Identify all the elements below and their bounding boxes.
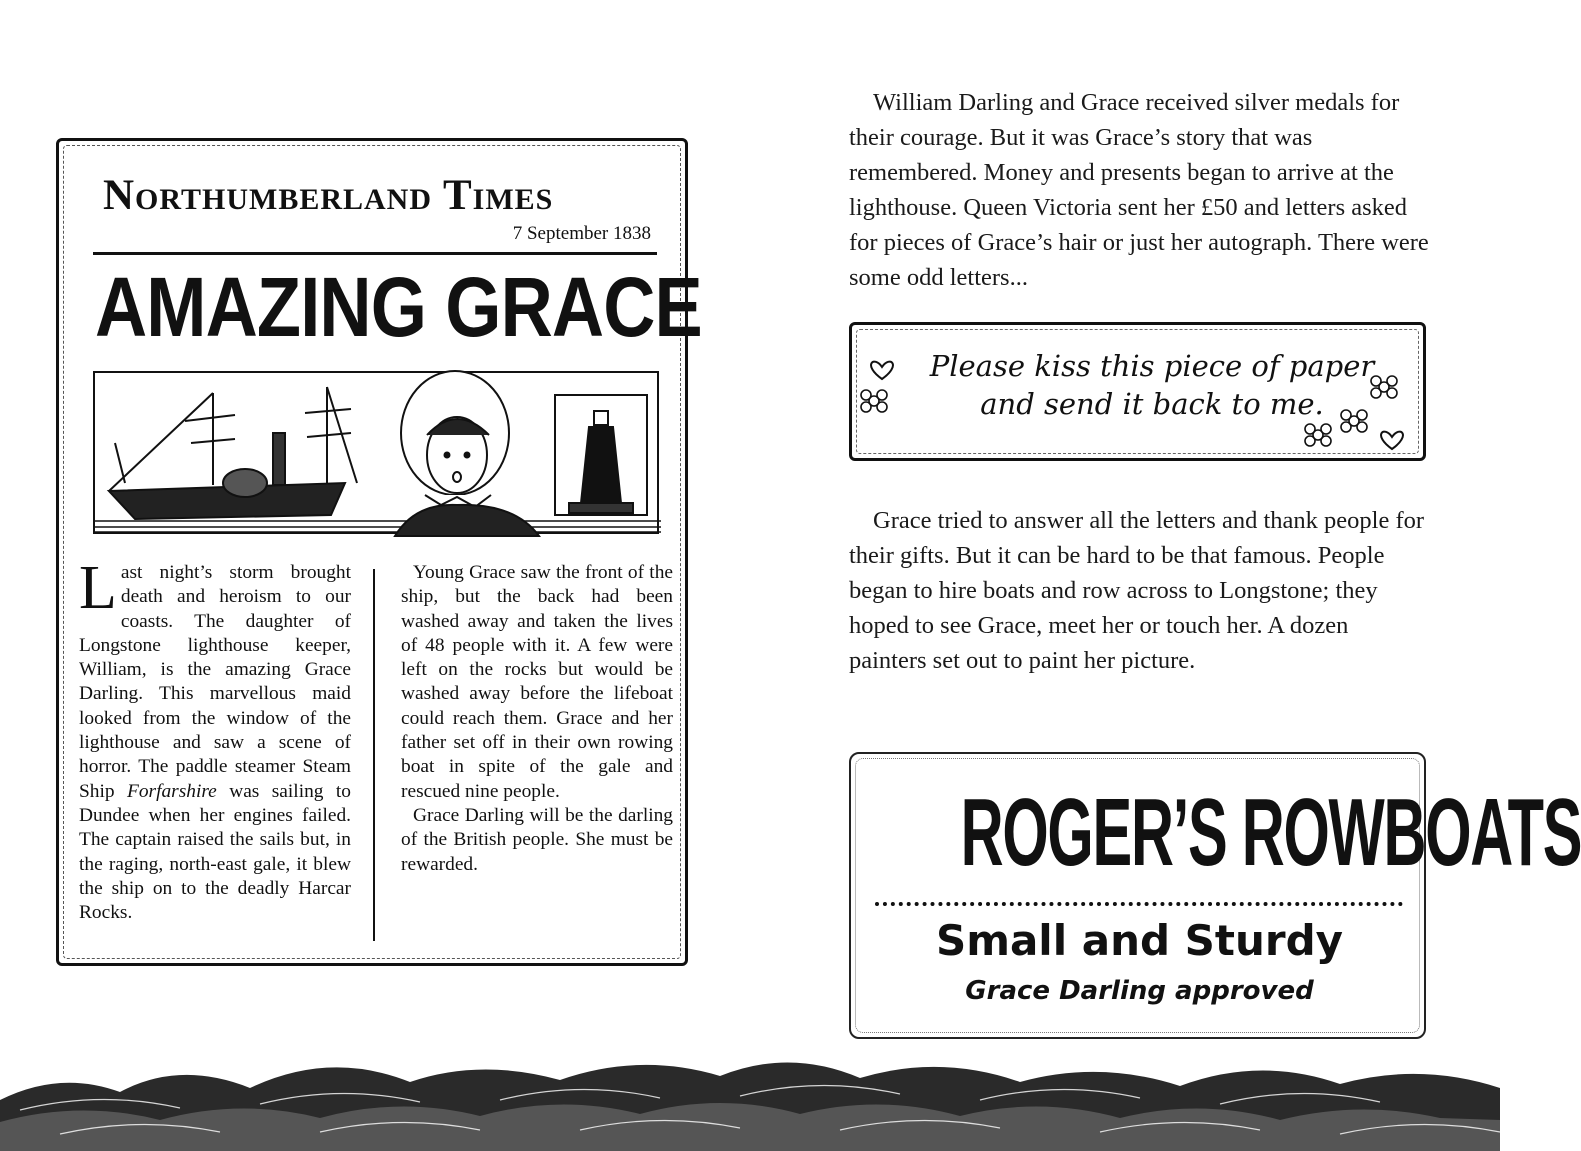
note-line-1: Please kiss this piece of paper [929, 349, 1375, 383]
grace-portrait-icon [395, 371, 539, 536]
rowboats-advert [849, 752, 1581, 1039]
sea-lines [95, 521, 661, 532]
drop-cap: L [79, 554, 117, 622]
newspaper-masthead: Northumberland Times [103, 172, 554, 219]
newspaper-headline: AMAZING GRACE [95, 260, 702, 354]
sea-waves-illustration [0, 1030, 1500, 1151]
advert-dotted-rule [875, 902, 1403, 906]
article-column-right [401, 561, 673, 877]
ship-name: Forfarshire [126, 780, 217, 802]
note-handwriting [912, 347, 1392, 423]
advert-title: ROGER’S ROWBOATS [960, 779, 1581, 886]
advert-tagline: Grace Darling approved [965, 976, 1314, 1006]
column-divider [373, 569, 375, 941]
body-paragraph-1-text: William Darling and Grace received silver medals for their courage. But it was Grace’s story that was remembered. Money and presents began to arrive at the lighthouse. Queen Victoria sent her £50 and letters asked for pieces of Grace’s hair or just her autograph. There were some odd letters... [849, 89, 1429, 291]
article-text-end: was sailing to Dundee when her engines failed. The captain raised the sails but, in the raging, north-east gale, it blew the ship on to the deadly Harcar Rocks. [79, 780, 351, 924]
illustration-drawing [95, 373, 661, 536]
body-paragraph-1 [849, 85, 1429, 295]
body-paragraph-2-text: Grace tried to answer all the letters and thank people for their gifts. But it can be hard to be that famous. People began to hire boats and row across to Longstone; they hoped to see Grace, meet her or touch her. A dozen painters set out to paint her picture. [849, 507, 1425, 674]
article-paragraph-2: Grace Darling will be the darling of the British people. She must be rewarded. [401, 804, 673, 875]
article-paragraph-1: Young Grace saw the front of the ship, but the back had been washed away and taken the lives of 48 people with it. A few were left on the rocks but would be washed away before the lifeboat could reach them. Grace and her father set off in their own rowing boat in spite of the gale and rescued nine people. [401, 562, 673, 802]
lighthouse-icon [555, 395, 647, 515]
masthead-rule [93, 252, 657, 255]
body-paragraph-2 [849, 503, 1429, 678]
article-text: ast night’s storm brought death and heroism to our coasts. The daughter of Longstone lighthouse keeper, William, is the amazing Grace Darling. This marvellous maid looked from the window of the lighthouse and saw a scene of horror. The paddle steamer Steam Ship [79, 562, 351, 802]
article-column-left [79, 554, 351, 925]
fan-letter-note [849, 322, 1426, 461]
newspaper-date: 7 September 1838 [512, 223, 651, 244]
ship-and-grace-illustration [93, 371, 659, 534]
newspaper-clipping [56, 138, 702, 966]
note-line-2: and send it back to me. [980, 387, 1324, 421]
steamship-icon [109, 387, 357, 519]
advert-subtitle: Small and Sturdy [935, 916, 1344, 965]
